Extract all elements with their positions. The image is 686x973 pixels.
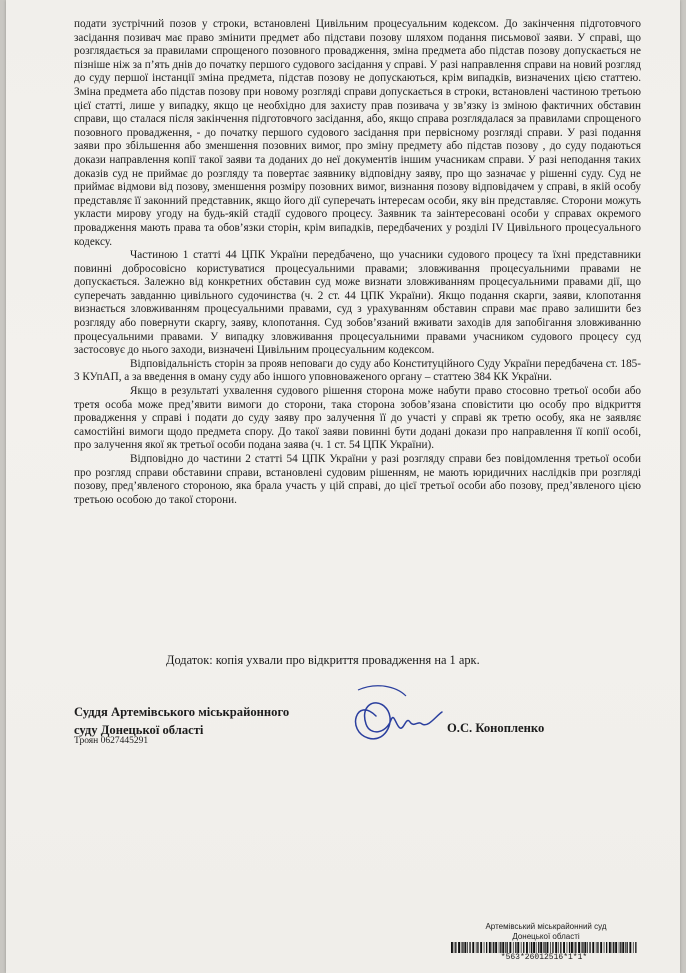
barcode-bar (521, 942, 522, 953)
barcode-bar (454, 942, 455, 953)
barcode-bar (592, 942, 594, 953)
barcode-bar (571, 942, 573, 953)
registration-stamp (451, 922, 641, 942)
barcode-bar (492, 942, 493, 953)
paragraph: Відповідно до частини 2 статті 54 ЦПК України у разі розгляду справи без повідомлення третьої особи про розгляд справи обставини справи, встановлені судовим рішенням, не мають юридичних наслідків при розгляді позову, пред’явленого стороною, яка брала участь у цій справі, до цієї третьої особи або позову, пред’явленого цією третьою особою до такої сторони. (74, 453, 641, 506)
barcode-bar (600, 942, 602, 953)
barcode-bar (606, 942, 607, 953)
barcode-bar (575, 942, 576, 953)
barcode-bar (596, 942, 597, 953)
barcode-bar (609, 942, 611, 953)
barcode-bar (563, 942, 565, 953)
barcode-bar (543, 942, 544, 953)
barcode-bar (584, 942, 586, 953)
judge-name: О.С. Конопленко (447, 721, 545, 735)
barcode-bar (550, 942, 551, 953)
barcode-bar (509, 942, 511, 953)
barcode-bar (627, 942, 628, 953)
barcode-bar (540, 942, 542, 953)
barcode-bar (582, 942, 583, 953)
barcode-bar (589, 942, 590, 953)
attachment-note: Додаток: копія ухвали про відкриття провадження на 1 арк. (166, 653, 480, 667)
barcode-bar (530, 942, 531, 953)
barcode-bar (531, 942, 532, 953)
barcode-bar (597, 942, 598, 953)
barcode-bar (567, 942, 568, 953)
paragraph: Відповідальність сторін за прояв неповаги до суду або Конституційного Суду України передбачена ст. 185-3 КУпАП, а за введення в оману суду або іншого уповноваженого органу – статтею 384 КК України. (74, 357, 641, 384)
barcode-bar (558, 942, 559, 953)
barcode-bar (633, 942, 634, 953)
barcode-bar (489, 942, 491, 953)
paragraph: Частиною 1 статті 44 ЦПК України передбачено, що учасники судового процесу та їхні представники повинні добросовісно користуватися процесуальними правами; зловживання процесуальними правами не допускається. Залежно від конкретних обставин суд може визнати зловживанням процесуальними правами дії, що суперечать завданню цивільного судочинства (ч. 2 ст. 44 ЦПК України). Якщо подання скарги, заяви, клопотання визнається зловживанням процесуальними правами, суд з урахуванням обставин справи має право залишити без розгляду або повернути скаргу, заяву, клопотання. Суд зобов’язаний вживати заходів для запобігання зловживанню процесуальними правами. У випадку зловживання процесуальними правами учасником судового процесу суд застосовує до нього заходи, визначені Цивільним процесуальним кодексом. (74, 249, 641, 357)
barcode-bar (547, 942, 549, 953)
barcode-bar (469, 942, 470, 953)
barcode-bar (578, 942, 580, 953)
barcode-bar (499, 942, 500, 953)
paragraph: подати зустрічний позов у строки, встановлені Цивільним процесуальним кодексом. До закінчення підготовчого засідання позивач має право змінити предмет або підстави позову шляхом подання письмової заяви. У справі, що розглядається за правилами спрощеного позовного провадження, зміна предмета або підстав позову допускається не пізніше ніж за п’ять днів до початку першого судового засідання у справі. У разі направлення справи на новий розгляд до суду першої інстанції зміна предмета, підстав позову не допускаються, крім випадків, визначених цією статтею. Зміна предмета або підстав позову при новому розгляді справи допускається в строки, встановлені частиною третьою цієї статті, лише у випадку, якщо це необхідно для захисту прав позивача у зв’язку із зміною фактичних обставин справи, що сталася після закінчення підготовчого засідання, або, якщо справа розглядалася за правилами спрощеного позовного провадження, - до початку першого судового засідання при первісному розгляді справи. У разі подання заяви про збільшення або зменшення позовних вимог, про зміну предмету або підстав позову , до суду подаються докази направлення копії такої заяви та доданих до неї документів іншим учасникам справи. У разі неподання таких доказів суд не приймає до розгляду та повертає заявнику відповідну заяву, про що зазначає у рішенні суду. Суд не приймає відмови від позову, зменшення розміру позовних вимог, визнання позову відповідачем у справі, в якій особу представляє її законний представник, якщо його дії суперечать інтересам особи, яку він представляє. Сторони можуть укласти мирову угоду на будь-якій стадії судового процесу. Заявник та заінтересовані особи у справах окремого провадження мають права та обов’язки сторін, крім випадків, передбачених у розділі IV Цивільного процесуального кодексу. (74, 18, 641, 248)
stamp-line: Донецької області (512, 932, 580, 941)
document-page (6, 0, 680, 973)
barcode-bar (619, 942, 620, 953)
barcode-bar (461, 942, 462, 953)
barcode-bar (455, 942, 456, 953)
barcode-bar (569, 942, 570, 953)
barcode-bar (604, 942, 605, 953)
barcode-bar (495, 942, 497, 953)
stamp-line: Артемівський міськрайонний суд (485, 922, 607, 931)
barcode-bar (505, 942, 506, 953)
barcode-bar (622, 942, 624, 953)
barcode-bar (513, 942, 514, 953)
barcode-bar (500, 942, 501, 953)
paragraph: Якщо в результаті ухвалення судового рішення сторона може набути право стосовно третьої особи або третя особа може пред’явити вимоги до сторони, така сторона зобов’язана сповістити цю особу про відкриття провадження у справі і подати до суду заяву про залучення її до участі у справі як третю особу, яка не заявляє самостійні вимоги щодо предмета спору. До такої заяви повинні бути додані докази про направлення її копії особі, про залучення якої як третьої особи подана заява (ч. 1 ст. 54 ЦПК України). (74, 385, 641, 452)
barcode-bar (515, 942, 516, 953)
barcode-bar (544, 942, 545, 953)
barcode-bar (625, 942, 626, 953)
barcode-bar (523, 942, 524, 953)
barcode-bar (615, 942, 617, 953)
barcode-bar (555, 942, 557, 953)
barcode-bar (517, 942, 519, 953)
judge-title (74, 703, 289, 739)
document-body (74, 18, 641, 507)
contact-info: Троян 0627445291 (74, 736, 149, 746)
barcode-bar (574, 942, 575, 953)
judge-title-line: Суддя Артемівського міськрайонного (74, 705, 290, 719)
barcode-bar (635, 942, 636, 953)
barcode-bar (458, 942, 460, 953)
barcode-bar (493, 942, 494, 953)
barcode-bar (451, 942, 453, 953)
barcode-bar (620, 942, 621, 953)
barcode (451, 942, 637, 953)
barcode-bar (552, 942, 553, 953)
barcode-bar (467, 942, 468, 953)
barcode-bar (587, 942, 588, 953)
barcode-bar (464, 942, 466, 953)
handwritten-signature (336, 676, 446, 756)
barcode-bar (581, 942, 582, 953)
barcode-bar (629, 942, 631, 953)
barcode-bar (502, 942, 504, 953)
barcode-bar (480, 942, 482, 953)
barcode-bar (484, 942, 485, 953)
barcode-bar (538, 942, 539, 953)
barcode-bar (613, 942, 614, 953)
barcode-text: *563*26012516*1*1* (500, 953, 588, 962)
barcode-bar (507, 942, 508, 953)
barcode-bar (526, 942, 528, 953)
barcode-bar (612, 942, 613, 953)
barcode-bar (472, 942, 474, 953)
barcode-bar (476, 942, 477, 953)
barcode-bar (477, 942, 478, 953)
barcode-bar (536, 942, 537, 953)
judge-title-line: суду Донецької області (74, 723, 204, 737)
barcode-bar (462, 942, 463, 953)
barcode-bar (533, 942, 535, 953)
barcode-bar (560, 942, 561, 953)
barcode-bar (486, 942, 487, 953)
